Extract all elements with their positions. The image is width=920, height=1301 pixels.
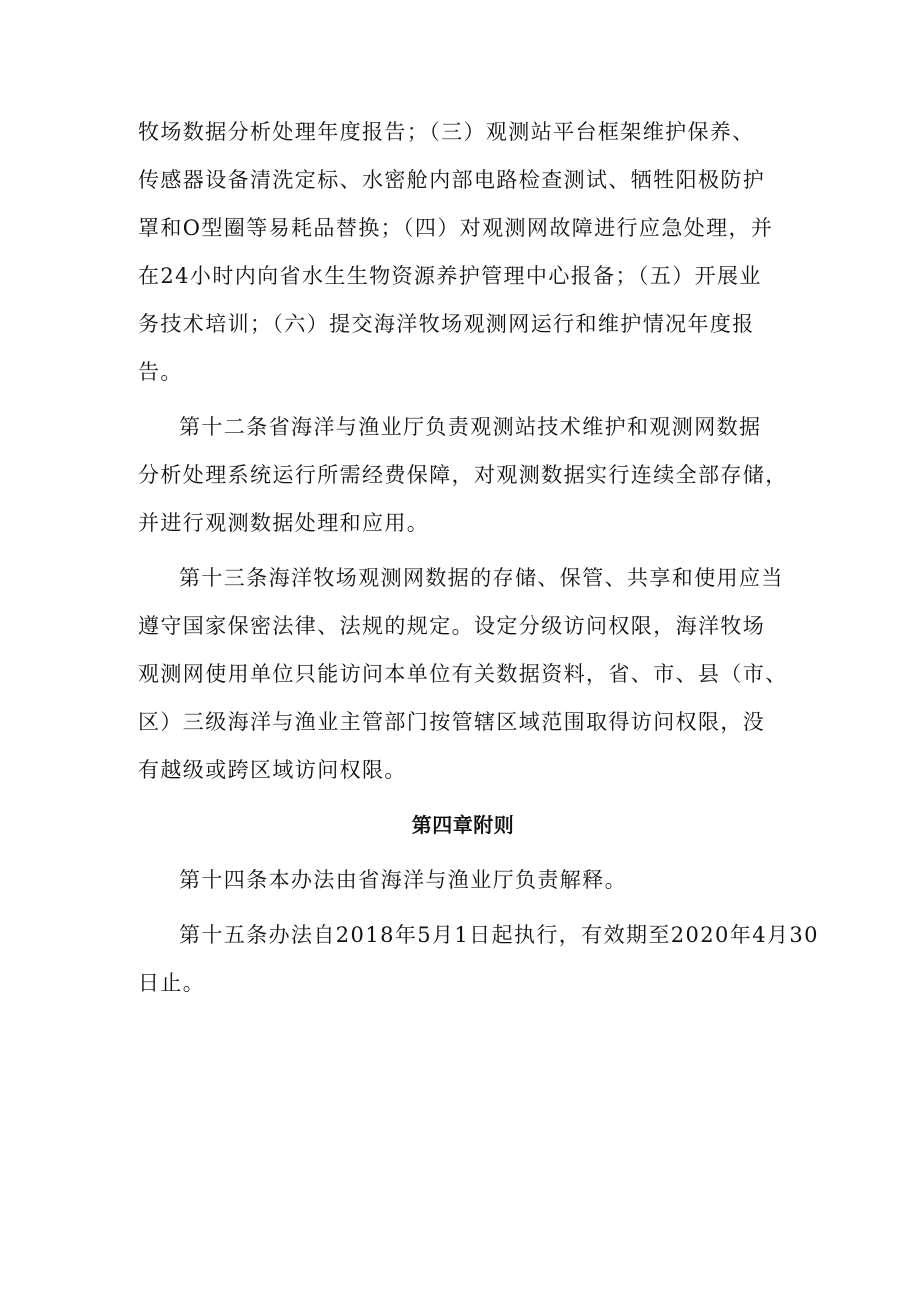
- text-line: 观测网使用单位只能访问本单位有关数据资料，省、市、县（市、: [138, 662, 788, 686]
- article-12: [138, 403, 788, 547]
- article-14: [138, 856, 788, 904]
- text-line: 日止。: [138, 971, 206, 995]
- chapter-heading: 第四章附则: [411, 813, 515, 837]
- article-13: [138, 554, 788, 794]
- article-15: [138, 911, 819, 1007]
- text-line: 在24小时内向省水生生物资源养护管理中心报备；（五）开展业: [138, 264, 762, 288]
- text-line: 第十四条本办法由省海洋与渔业厅负责解释。: [179, 868, 627, 892]
- text-line: 第十五条办法自2018年5月1日起执行，有效期至2020年4月30: [179, 923, 819, 947]
- text-line: 第十二条省海洋与渔业厅负责观测站技术维护和观测网数据: [179, 415, 762, 439]
- text-line: 遵守国家保密法律、法规的规定。设定分级访问权限，海洋牧场: [138, 614, 766, 638]
- paragraph-maintenance-duties: [138, 108, 788, 396]
- text-line: 有越级或跨区域访问权限。: [138, 758, 407, 782]
- text-line: 区）三级海洋与渔业主管部门按管辖区域范围取得访问权限，没: [138, 710, 766, 734]
- text-line: 第十三条海洋牧场观测网数据的存储、保管、共享和使用应当: [179, 566, 784, 590]
- text-line: 分析处理系统运行所需经费保障，对观测数据实行连续全部存储，: [138, 463, 788, 487]
- text-line: 并进行观测数据处理和应用。: [138, 511, 430, 535]
- text-line: 告。: [138, 360, 183, 384]
- text-line: 罩和O型圈等易耗品替换；（四）对观测网故障进行应急处理，并: [138, 216, 774, 240]
- document-page: [138, 108, 819, 1014]
- text-line: 务技术培训；（六）提交海洋牧场观测网运行和维护情况年度报: [138, 312, 755, 336]
- text-line: 传感器设备清洗定标、水密舱内部电路检查测试、牺牲阳极防护: [138, 168, 766, 192]
- text-line: 牧场数据分析处理年度报告；（三）观测站平台框架维护保养、: [138, 120, 755, 144]
